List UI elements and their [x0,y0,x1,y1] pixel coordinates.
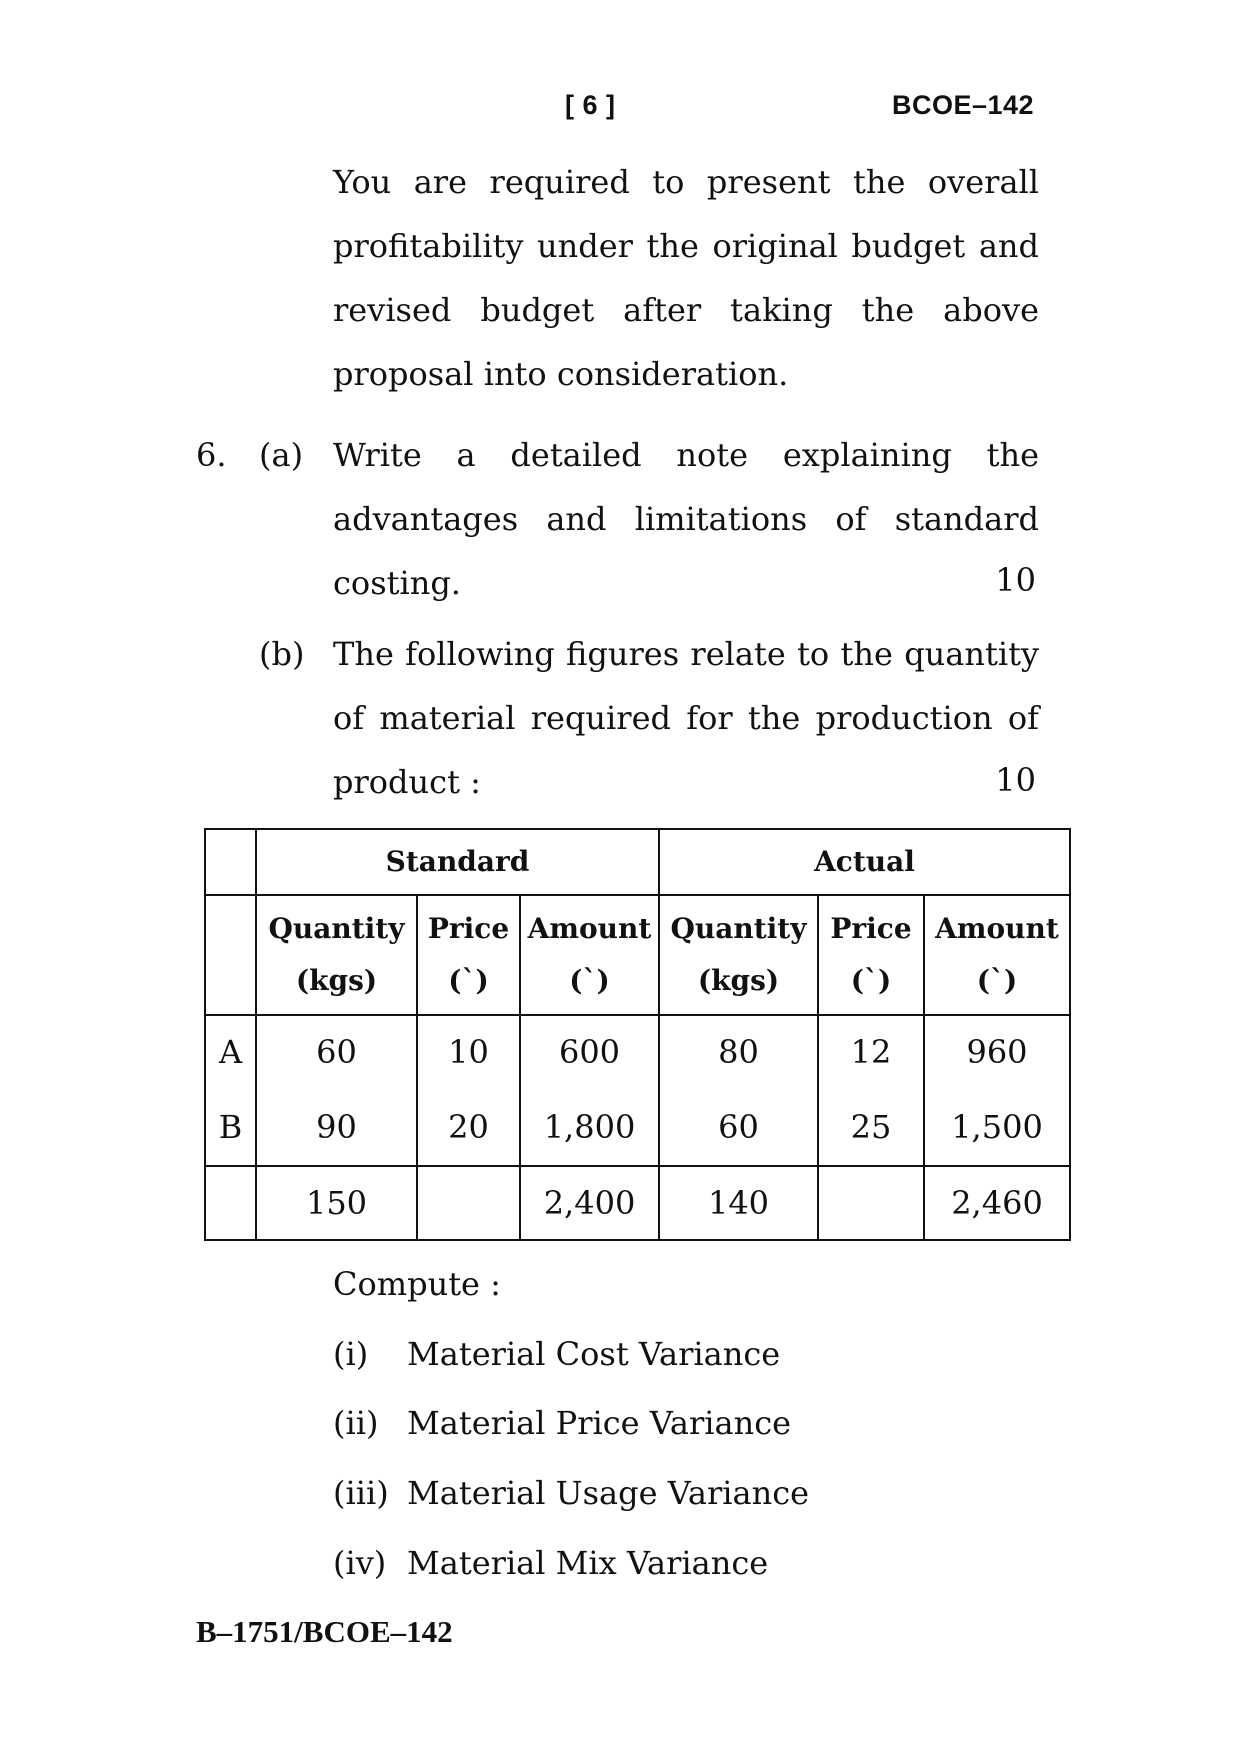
table-cell: 1,800 [520,1088,659,1166]
table-cell: 1,500 [924,1088,1070,1166]
row-label: A [205,1015,256,1088]
total-cell: 2,460 [924,1166,1070,1240]
table-cell: 60 [256,1015,417,1088]
col-title: Price [830,912,912,945]
standard-header: Standard [256,829,659,895]
col-unit: (kgs) [295,964,378,997]
part-a-text: Write a detailed note explaining the advantages and limitations of standard costing. [333,436,1039,602]
total-row [205,1166,1070,1240]
blank-cell [205,895,256,1015]
list-item-number: (iii) [333,1474,389,1512]
list-item-text: Material Cost Variance [407,1335,781,1373]
table-group-header-row [205,829,1070,895]
table-row [205,1088,1070,1166]
actual-header: Actual [659,829,1070,895]
act-amount-header [924,895,1070,1015]
col-unit: (`) [569,964,610,997]
table-column-header-row [205,895,1070,1015]
material-table [204,828,1071,1241]
table-cell: 20 [417,1088,520,1166]
part-b-label: (b) [259,635,305,673]
compute-title: Compute : [333,1265,501,1303]
page-number: [ 6 ] [565,90,616,120]
list-item [333,1543,768,1583]
table-cell: 60 [659,1088,818,1166]
col-unit: (`) [850,964,892,997]
row-label: B [205,1088,256,1166]
total-cell: 150 [256,1166,417,1240]
list-item-number: (i) [333,1335,369,1373]
col-title: Amount [527,912,652,945]
table-cell: 90 [256,1088,417,1166]
std-quantity-header [256,895,417,1015]
part-b-text: The following figures relate to the quantity of material required for the production of product : [333,635,1039,801]
part-a-label: (a) [259,436,304,474]
intro-paragraph: You are required to present the overall profitability under the original budget and revised budget after taking the above proposal into consideration. [333,163,1039,393]
std-amount-header [520,895,659,1015]
blank-cell [205,1166,256,1240]
part-b-marks: 10 [995,761,1036,799]
col-title: Price [427,912,510,945]
col-unit: (kgs) [697,964,780,997]
table-row [205,1015,1070,1088]
total-cell [417,1166,520,1240]
col-title: Quantity [268,912,405,945]
col-title: Amount [935,912,1059,945]
course-code: BCOE–142 [892,90,1035,120]
table-cell: 25 [818,1088,924,1166]
list-item-number: (ii) [333,1404,379,1442]
table-cell: 10 [417,1015,520,1088]
std-price-header [417,895,520,1015]
col-title: Quantity [670,912,807,945]
table-cell: 80 [659,1015,818,1088]
col-unit: (`) [976,964,1018,997]
list-item-number: (iv) [333,1544,387,1582]
list-item-text: Material Mix Variance [407,1544,769,1582]
part-a-marks: 10 [995,561,1036,599]
total-cell [818,1166,924,1240]
list-item-text: Material Price Variance [407,1404,792,1442]
act-quantity-header [659,895,818,1015]
list-item [333,1403,791,1443]
table-cell: 960 [924,1015,1070,1088]
list-item [333,1473,809,1513]
blank-cell [205,829,256,895]
col-unit: (`) [448,964,489,997]
table-cell: 600 [520,1015,659,1088]
question-number: 6. [196,436,227,474]
total-cell: 140 [659,1166,818,1240]
footer-code: B–1751/BCOE–142 [196,1614,453,1649]
table-cell: 12 [818,1015,924,1088]
total-cell: 2,400 [520,1166,659,1240]
list-item-text: Material Usage Variance [407,1474,810,1512]
list-item [333,1334,780,1374]
act-price-header [818,895,924,1015]
